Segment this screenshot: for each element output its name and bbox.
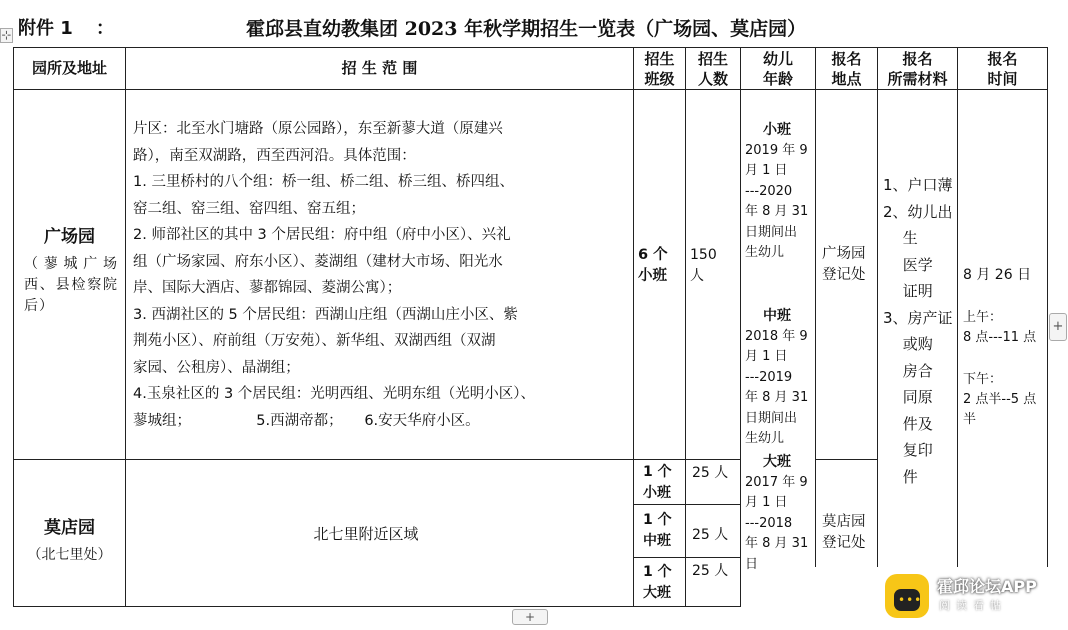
classes-md-daban (643, 562, 672, 604)
classes-gc (638, 245, 668, 287)
material-line: 件及 (883, 414, 933, 433)
range-line: 窑二组、窑三组、窑四组、窑五组； (133, 200, 365, 217)
header-place (816, 49, 877, 89)
header-classes-line2: 班级 (644, 70, 675, 88)
age-line: 年 8 月 31 (745, 390, 809, 405)
place-gc (822, 244, 866, 286)
classes-md-line1: 1 个 (643, 512, 672, 528)
age-line: 日 (745, 556, 759, 572)
header-material (878, 49, 957, 89)
material-line: 证明 (883, 282, 933, 300)
age-label: 大班 (763, 454, 791, 470)
age-line: 生幼儿 (745, 245, 785, 260)
header-count-line2: 人数 (697, 70, 728, 88)
count-md-zhongban: 25 人 (692, 527, 729, 543)
time-am-label: 上午： (963, 310, 1003, 325)
material-line: 件 (883, 467, 918, 486)
header-place-line2: 地点 (831, 70, 862, 88)
header-range: 招 生 范 围 (341, 59, 418, 77)
watermark-subtitle: 阅读看帖 (939, 599, 1007, 612)
material-line: 医学 (883, 255, 933, 274)
count-md-daban: 25 人 (692, 563, 729, 579)
count-md-xiaoban: 25 人 (692, 465, 729, 481)
material-line: 生 (883, 229, 918, 247)
range-line: 片区：北至水门塘路（原公园路），东至新蓼大道（原建兴 (133, 121, 503, 137)
header-age (741, 49, 815, 89)
app-watermark (885, 568, 1055, 618)
material-line: 同原 (883, 388, 933, 406)
place-gc-line2: 登记处 (822, 267, 866, 283)
header-place-line1: 报名 (831, 50, 862, 68)
header-count (686, 49, 740, 89)
header-material-line1: 报名 (902, 50, 933, 68)
attachment-label: 附件 1 (18, 18, 73, 39)
header-time (958, 49, 1047, 89)
age-daban (745, 452, 809, 575)
garden-name-md: 莫店园 (44, 518, 95, 538)
age-label: 中班 (763, 308, 791, 324)
place-md (822, 512, 866, 554)
classes-md-line1: 1 个 (643, 564, 672, 580)
header-garden: 园所及地址 (31, 59, 107, 77)
range-line: 组（广场家园、府东小区）、菱湖组（建材大市场、阳光水 (133, 253, 503, 270)
material-line: 1、户口薄 (883, 176, 953, 194)
age-line: ---2019 (745, 369, 793, 385)
age-line: ---2018 (745, 515, 793, 531)
age-line: 月 1 日 (745, 163, 788, 178)
classes-md-line2: 小班 (643, 485, 671, 501)
range-line: 3. 西湖社区的 5 个居民组：西湖山庄组（西湖山庄小区、紫 (133, 306, 518, 323)
count-gc-line2: 人 (690, 268, 704, 284)
material-line: 复印 (883, 441, 933, 459)
age-label: 小班 (763, 122, 791, 138)
chat-bubble-icon: ••• (885, 574, 929, 618)
classes-md-zhongban (643, 510, 672, 552)
header-classes (634, 49, 685, 89)
range-line: 家园、公租房）、晶湖组； (133, 359, 300, 376)
range-line: 2. 师部社区的其中 3 个居民组：府中组（府中小区）、兴礼 (133, 227, 511, 243)
range-line: 荆苑小区）、府前组（万安苑）、新华组、双湖西组（双湖 (133, 333, 496, 349)
add-row-button[interactable]: + (512, 609, 548, 625)
material-line: 房合 (883, 361, 933, 380)
classes-md-line2: 大班 (643, 585, 671, 601)
classes-md-line2: 中班 (643, 533, 671, 549)
place-md-line1: 莫店园 (822, 514, 866, 530)
place-gc-line1: 广场园 (822, 246, 866, 262)
age-line: ---2020 (745, 183, 793, 199)
material-line: 3、房产证 (883, 308, 953, 327)
age-zhongban (745, 306, 809, 450)
age-line: 月 1 日 (745, 495, 788, 510)
material-line: 2、幼儿出 (883, 202, 953, 221)
age-line: 2018 年 9 (745, 328, 808, 344)
time-am: 8 点---11 点 (963, 330, 1037, 345)
header-age-line1: 幼儿 (762, 50, 793, 68)
classes-md-xiaoban (643, 462, 672, 504)
age-line: 月 1 日 (745, 349, 788, 364)
age-line: 年 8 月 31 (745, 204, 809, 219)
classes-gc-line1: 6 个 (638, 247, 668, 263)
count-gc (690, 245, 717, 287)
range-line: 4.玉泉社区的 3 个居民组：光明西组、光明东组（光明小区）、 (133, 386, 536, 402)
range-gc (133, 116, 629, 434)
age-line: 日期间出 (745, 224, 798, 240)
garden-name-gc: 广场园 (44, 227, 95, 247)
place-md-line2: 登记处 (822, 535, 866, 551)
age-line: 日期间出 (745, 410, 798, 426)
count-gc-line1: 150 (690, 247, 717, 263)
garden-address-md: （北七里处） (27, 547, 112, 563)
range-line: 岸、国际大酒店、蓼都锦园、菱湖公寓）； (133, 280, 402, 296)
materials-list (883, 172, 955, 490)
table-move-handle[interactable]: ⊹ (1, 28, 12, 42)
time-pm-line2: 半 (963, 412, 977, 427)
time-pm-label: 下午： (963, 372, 1003, 387)
header-time-line1: 报名 (987, 50, 1018, 68)
age-xiaoban (745, 120, 809, 264)
range-line: 路），南至双湖路，西至西河沿。具体范围： (133, 147, 416, 164)
age-line: 2019 年 9 (745, 142, 808, 158)
page-title: 霍邱县直幼教集团 2023 年秋学期招生一览表（广场园、莫店园） (246, 18, 807, 40)
header-age-line2: 年龄 (762, 70, 793, 88)
range-line: 蓼城组； 5.西湖帝都； 6.安天华府小区。 (133, 412, 480, 429)
age-line: 年 8 月 31 (745, 536, 809, 551)
time-pm-line1: 2 点半--5 点 (963, 392, 1037, 407)
add-column-button[interactable]: + (1049, 313, 1067, 341)
time-date: 8 月 26 日 (963, 267, 1032, 283)
attachment-colon: ： (96, 18, 114, 39)
watermark-name: 霍邱论坛APP (937, 577, 1037, 596)
classes-md-line1: 1 个 (643, 464, 672, 480)
header-count-line1: 招生 (697, 50, 728, 68)
age-line: 生幼儿 (745, 431, 785, 446)
material-line: 或购 (883, 335, 933, 353)
garden-address-gc: （蓼城广场西、县检察院后） (24, 256, 118, 314)
header-time-line2: 时间 (987, 70, 1018, 88)
range-md: 北七里附近区域 (313, 525, 419, 543)
header-material-line2: 所需材料 (887, 70, 948, 88)
classes-gc-line2: 小班 (638, 268, 667, 284)
age-line: 2017 年 9 (745, 474, 808, 490)
header-classes-line1: 招生 (644, 50, 675, 68)
range-line: 1. 三里桥村的八个组：桥一组、桥二组、桥三组、桥四组、 (133, 174, 514, 190)
